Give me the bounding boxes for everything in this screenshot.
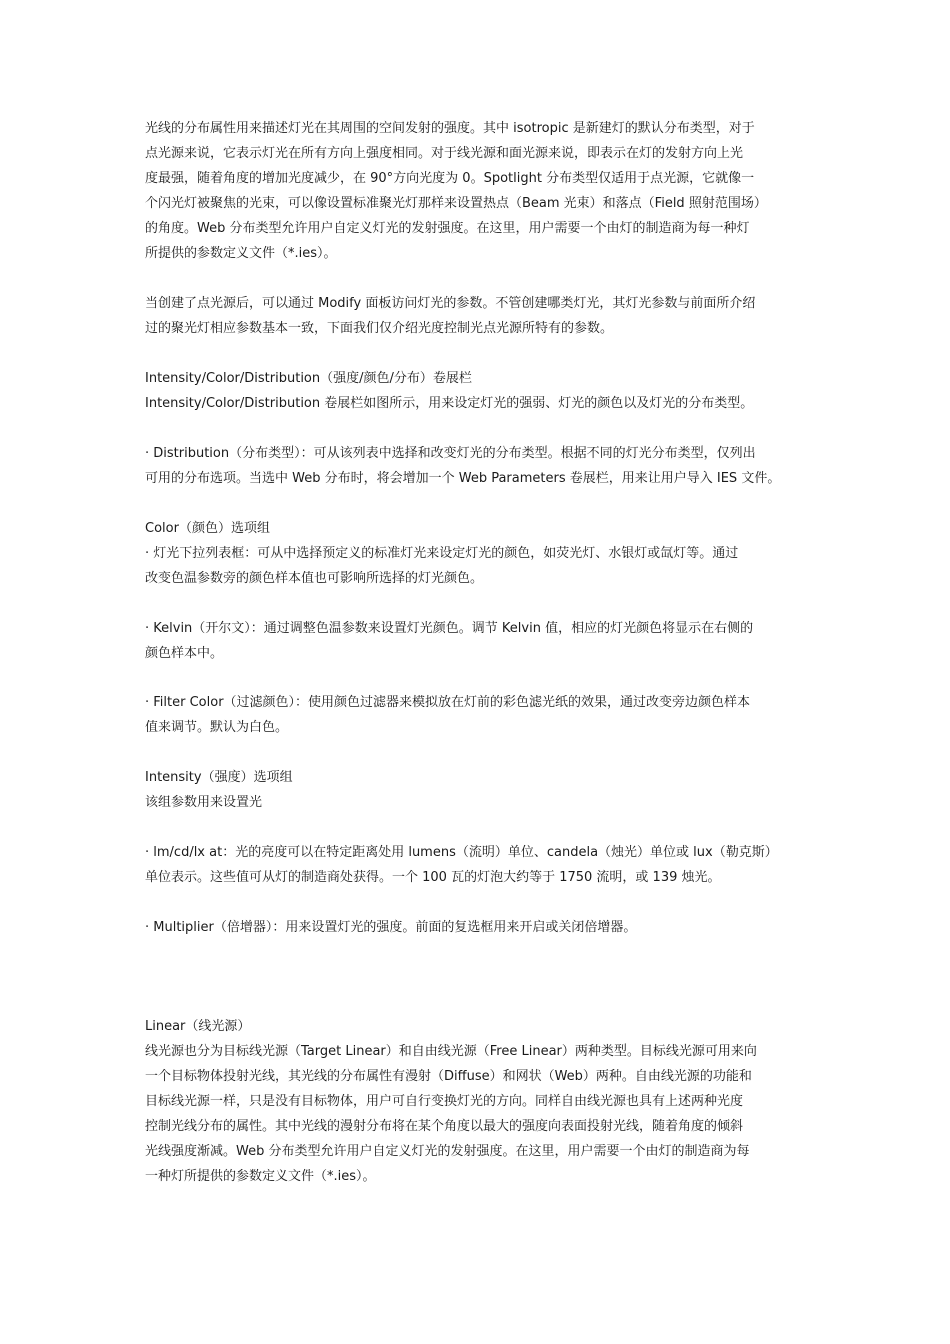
- section-heading: Color（颜色）选项组: [145, 521, 270, 536]
- text-line: 一个目标物体投射光线，其光线的分布属性有漫射（Diffuse）和网状（Web）两种。自由线光源的功能和: [145, 1069, 752, 1084]
- text-line: 单位表示。这些值可从灯的制造商处获得。一个 100 瓦的灯泡大约等于 1750 流明，或 139 烛光。: [145, 870, 721, 885]
- bullet-line: · Multiplier（倍增器）：用来设置灯光的强度。前面的复选框用来开启或关闭倍增器。: [145, 920, 637, 935]
- text-line: 点光源来说，它表示灯光在所有方向上强度相同。对于线光源和面光源来说，即表示在灯的发射方向上光: [145, 146, 744, 161]
- text-line: 一种灯所提供的参数定义文件（*.ies）。: [145, 1169, 376, 1184]
- text-line: 的角度。Web 分布类型允许用户自定义灯光的发射强度。在这里，用户需要一个由灯的制造商为每一种灯: [145, 221, 750, 236]
- text-line: 控制光线分布的属性。其中光线的漫射分布将在某个角度以最大的强度向表面投射光线，随着角度的倾斜: [145, 1119, 744, 1134]
- text-line: 度最强，随着角度的增加光度减少，在 90°方向光度为 0。Spotlight 分布类型仅适用于点光源，它就像一: [145, 171, 755, 186]
- text-line: 所提供的参数定义文件（*.ies）。: [145, 246, 337, 261]
- text-line: 线光源也分为目标线光源（Target Linear）和自由线光源（Free Linear）两种类型。目标线光源可用来向: [145, 1044, 757, 1059]
- section-heading: Linear（线光源）: [145, 1019, 251, 1034]
- section-heading: Intensity/Color/Distribution（强度/颜色/分布）卷展栏: [145, 371, 472, 386]
- text-line: 过的聚光灯相应参数基本一致，下面我们仅介绍光度控制光点光源所特有的参数。: [145, 321, 614, 336]
- bullet-line: · 灯光下拉列表框：可从中选择预定义的标准灯光来设定灯光的颜色，如荧光灯、水银灯或氙灯等。通过: [145, 546, 739, 561]
- text-line: 光线强度渐减。Web 分布类型允许用户自定义灯光的发射强度。在这里，用户需要一个由灯的制造商为每: [145, 1144, 750, 1159]
- bullet-line: · Distribution（分布类型）：可从该列表中选择和改变灯光的分布类型。根据不同的灯光分布类型，仅列出: [145, 446, 756, 461]
- bullet-line: · Kelvin（开尔文）：通过调整色温参数来设置灯光颜色。调节 Kelvin 值，相应的灯光颜色将显示在右侧的: [145, 621, 754, 636]
- bullet-line: · lm/cd/lx at：光的亮度可以在特定距离处用 lumens（流明）单位、candela（烛光）单位或 lux（勒克斯）: [145, 845, 778, 860]
- text-line: 个闪光灯被聚焦的光束，可以像设置标准聚光灯那样来设置热点（Beam 光束）和落点（Field 照射范围场）: [145, 196, 767, 211]
- text-line: 光线的分布属性用来描述灯光在其周围的空间发射的强度。其中 isotropic 是新建灯的默认分布类型，对于: [145, 121, 755, 136]
- text-line: 颜色样本中。: [145, 646, 224, 661]
- text-line: 改变色温参数旁的颜色样本值也可影响所选择的灯光颜色。: [145, 571, 484, 586]
- text-line: 目标线光源一样，只是没有目标物体，用户可自行变换灯光的方向。同样自由线光源也具有上述两种光度: [145, 1094, 744, 1109]
- section-heading: Intensity（强度）选项组: [145, 770, 293, 785]
- bullet-line: · Filter Color（过滤颜色）：使用颜色过滤器来模拟放在灯前的彩色滤光纸的效果，通过改变旁边颜色样本: [145, 695, 751, 710]
- text-line: Intensity/Color/Distribution 卷展栏如图所示，用来设定灯光的强弱、灯光的颜色以及灯光的分布类型。: [145, 396, 754, 411]
- text-line: 当创建了点光源后，可以通过 Modify 面板访问灯光的参数。不管创建哪类灯光，其灯光参数与前面所介绍: [145, 296, 756, 311]
- text-line: 该组参数用来设置光: [145, 795, 263, 810]
- text-line: 值来调节。默认为白色。: [145, 720, 289, 735]
- text-line: 可用的分布选项。当选中 Web 分布时，将会增加一个 Web Parameters 卷展栏，用来让用户导入 IES 文件。: [145, 471, 781, 486]
